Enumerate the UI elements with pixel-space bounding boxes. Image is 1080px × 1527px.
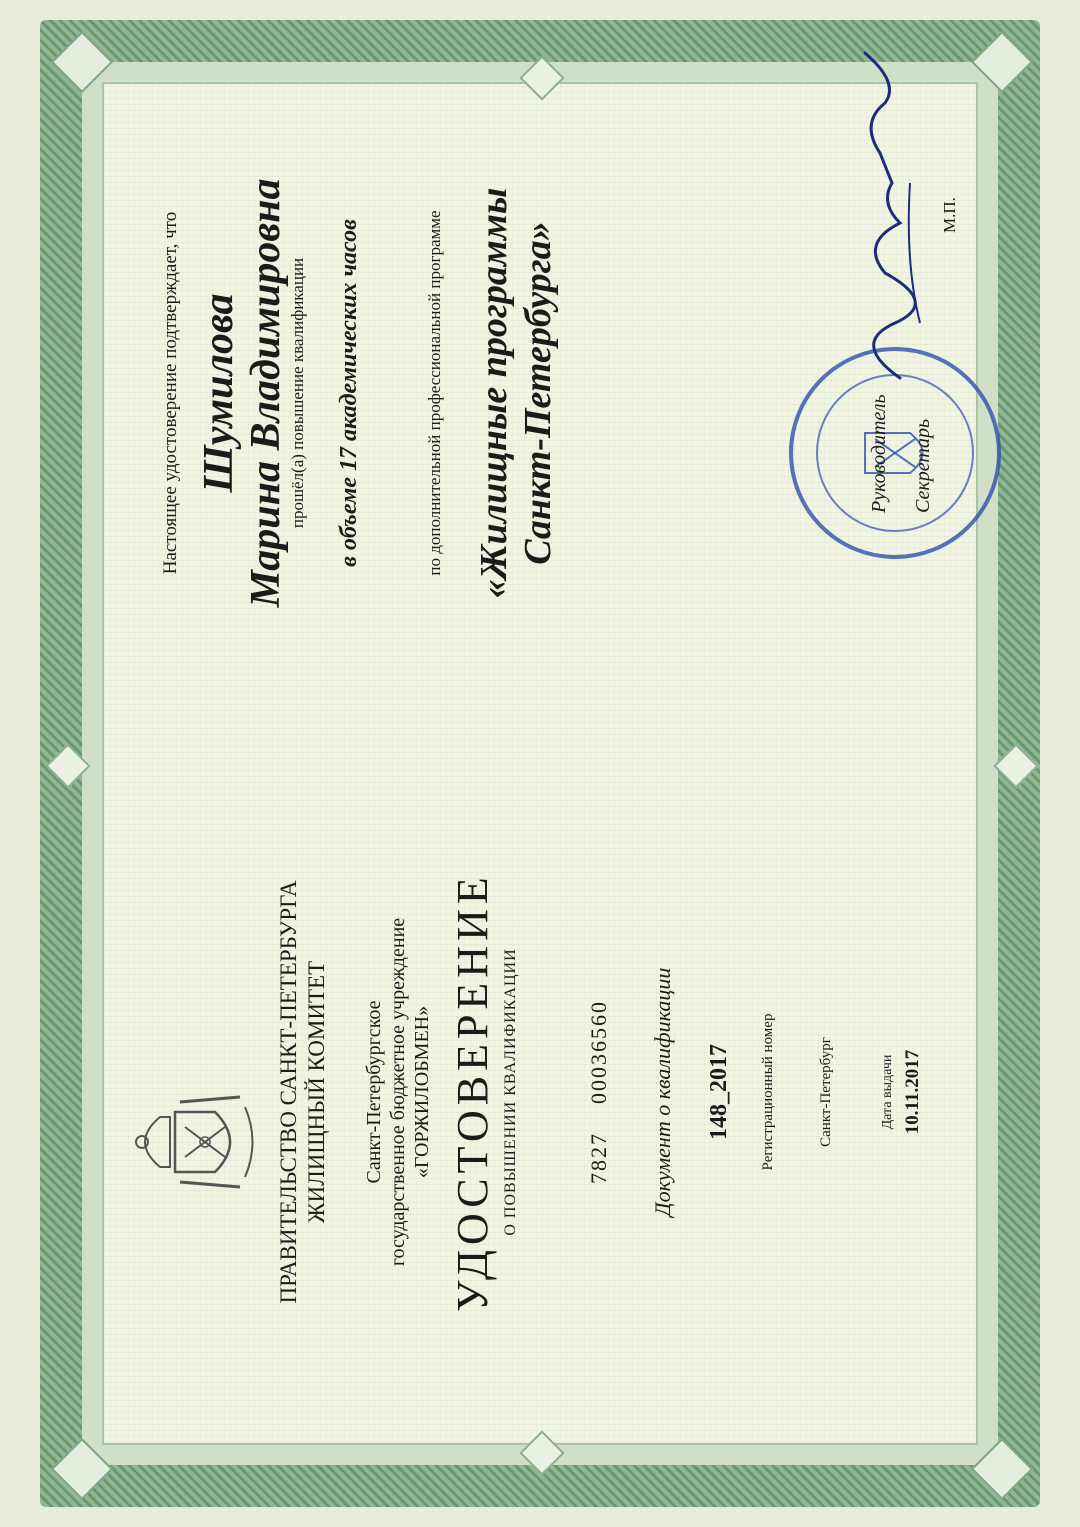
registration-number: 148_2017 <box>706 1044 732 1140</box>
program-intro: по дополнительной профессиональной программе <box>425 210 444 576</box>
institution-line: Санкт-Петербургское <box>363 1000 385 1184</box>
left-page <box>0 763 1080 1527</box>
right-page <box>0 0 1080 763</box>
serial-number <box>586 787 612 1397</box>
program-name: Санкт-Петербурга» <box>517 221 559 565</box>
issue-date: 10.11.2017 <box>902 1049 923 1135</box>
certificate-subtitle: О ПОВЫШЕНИИ КВАЛИФИКАЦИИ <box>502 948 519 1236</box>
head-label: Руководитель <box>868 394 890 513</box>
certificate-title: УДОСТОВЕРЕНИЕ <box>448 872 497 1312</box>
hours-text: в объеме 17 академических часов <box>336 219 362 567</box>
passed-text: прошёл(а) повышение квалификации <box>288 257 307 529</box>
government-line: ПРАВИТЕЛЬСТВО САНКТ-ПЕТЕРБУРГА <box>276 880 301 1304</box>
institution-name <box>362 787 434 1397</box>
holder-surname: Шумилова <box>196 293 242 493</box>
handwritten-signature <box>840 43 940 383</box>
serial-digits: 00036560 <box>586 1000 611 1104</box>
holder-given-names: Марина Владимировна <box>243 178 289 608</box>
institution-line: государственное бюджетное учреждение <box>387 917 409 1267</box>
seal-place-label: М.П. <box>940 197 959 233</box>
institution-line: «ГОРЖИЛОБМЕН» <box>411 1005 433 1179</box>
registration-label: Регистрационный номер <box>760 1013 776 1171</box>
intro-text: Настоящее удостоверение подтверждает, что <box>160 211 181 575</box>
coat-of-arms-icon <box>120 1087 260 1197</box>
program-name: «Жилищные программы <box>473 187 515 599</box>
issuer-government <box>275 787 331 1397</box>
serial-series: 7827 <box>586 1132 611 1184</box>
issue-city: Санкт-Петербург <box>818 1037 834 1147</box>
document-type: Документ о квалификации <box>650 967 675 1217</box>
issue-date-label: Дата выдачи <box>880 1054 895 1130</box>
committee-line: ЖИЛИЩНЫЙ КОМИТЕТ <box>304 960 329 1224</box>
secretary-label: Секретарь <box>912 418 934 513</box>
